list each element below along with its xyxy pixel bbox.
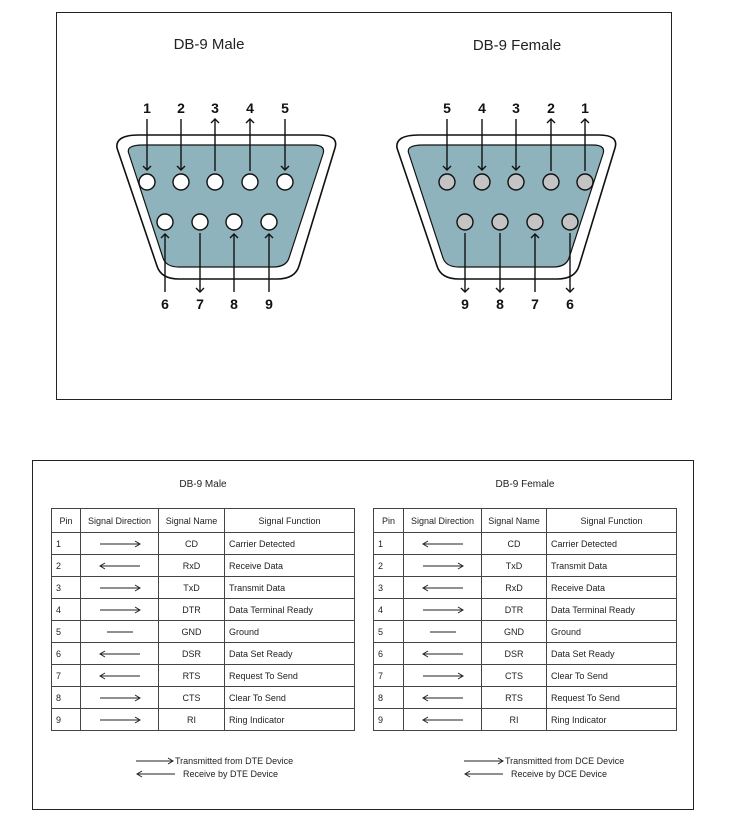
- pin-hole: [543, 174, 559, 190]
- pin-hole: [492, 214, 508, 230]
- left-arrow-icon: [81, 555, 159, 577]
- pin-number-label: 2: [547, 100, 555, 116]
- pin-number-label: 6: [161, 296, 169, 312]
- pin-hole: [527, 214, 543, 230]
- pin-number-label: 4: [478, 100, 486, 116]
- signal-name-cell: RI: [482, 709, 547, 731]
- table-row: [52, 599, 355, 621]
- signal-function-cell: Data Set Ready: [225, 643, 355, 665]
- signal-function-cell: Data Terminal Ready: [225, 599, 355, 621]
- pin-cell: 2: [52, 555, 81, 577]
- signal-function-cell: Data Terminal Ready: [547, 599, 677, 621]
- pin-hole: [261, 214, 277, 230]
- signal-function-cell: Data Set Ready: [547, 643, 677, 665]
- male-table-title: DB-9 Male: [179, 479, 227, 490]
- signal-name-header: Signal Name: [482, 509, 547, 533]
- left-arrow-icon: [81, 665, 159, 687]
- pin-cell: 1: [52, 533, 81, 555]
- left-arrow-icon: [404, 643, 482, 665]
- table-header-row: [52, 509, 355, 533]
- table-row: [374, 533, 677, 555]
- right-arrow-icon: [81, 599, 159, 621]
- pin-number-label: 9: [461, 296, 469, 312]
- pin-hole: [192, 214, 208, 230]
- connector-diagram-panel: [56, 12, 672, 400]
- table-row: [374, 687, 677, 709]
- table-row: [374, 643, 677, 665]
- right-arrow-icon: [81, 709, 159, 731]
- signal-function-cell: Transmit Data: [225, 577, 355, 599]
- pin-cell: 7: [374, 665, 404, 687]
- table-row: [374, 599, 677, 621]
- pin-number-label: 9: [265, 296, 273, 312]
- signal-direction-header: Signal Direction: [404, 509, 482, 533]
- left-arrow-icon: [404, 687, 482, 709]
- pin-cell: 3: [52, 577, 81, 599]
- signal-name-cell: CD: [482, 533, 547, 555]
- left-arrow-icon: [81, 643, 159, 665]
- signal-function-cell: Receive Data: [547, 577, 677, 599]
- signal-direction-header: Signal Direction: [81, 509, 159, 533]
- pin-cell: 8: [374, 687, 404, 709]
- pin-number-label: 4: [246, 100, 254, 116]
- left-arrow-icon: [404, 577, 482, 599]
- table-row: [374, 621, 677, 643]
- signal-name-cell: RTS: [159, 665, 225, 687]
- right-arrow-icon: [81, 577, 159, 599]
- signal-name-cell: GND: [159, 621, 225, 643]
- pin-hole: [242, 174, 258, 190]
- connector-diagram: [57, 13, 673, 401]
- signal-function-cell: Carrier Detected: [225, 533, 355, 555]
- table-header-row: [374, 509, 677, 533]
- right-arrow-icon: [404, 665, 482, 687]
- female-table-title: DB-9 Female: [495, 479, 555, 490]
- pin-hole: [439, 174, 455, 190]
- signal-function-cell: Ground: [547, 621, 677, 643]
- signal-function-cell: Clear To Send: [547, 665, 677, 687]
- signal-name-cell: CTS: [482, 665, 547, 687]
- pin-number-label: 1: [581, 100, 589, 116]
- pin-hole: [457, 214, 473, 230]
- table-row: [52, 643, 355, 665]
- pin-header: Pin: [374, 509, 404, 533]
- left-arrow-icon: [463, 770, 511, 778]
- signal-name-cell: RxD: [482, 577, 547, 599]
- pin-cell: 9: [52, 709, 81, 731]
- legend-transmit: [463, 756, 624, 766]
- signal-name-cell: RTS: [482, 687, 547, 709]
- signal-function-header: Signal Function: [547, 509, 677, 533]
- female-connector-title: DB-9 Female: [472, 37, 562, 54]
- signal-name-cell: DSR: [159, 643, 225, 665]
- pin-number-label: 6: [566, 296, 574, 312]
- signal-function-cell: Ring Indicator: [547, 709, 677, 731]
- table-row: [374, 577, 677, 599]
- table-row: [374, 665, 677, 687]
- pin-cell: 1: [374, 533, 404, 555]
- table-row: [374, 709, 677, 731]
- pin-cell: 4: [374, 599, 404, 621]
- pin-cell: 5: [52, 621, 81, 643]
- female-connector: [397, 100, 616, 312]
- pin-cell: 3: [374, 577, 404, 599]
- signal-name-cell: CD: [159, 533, 225, 555]
- pin-hole: [139, 174, 155, 190]
- table-row: [52, 533, 355, 555]
- dash-icon: [81, 621, 159, 643]
- signal-function-cell: Ring Indicator: [225, 709, 355, 731]
- signal-name-cell: RxD: [159, 555, 225, 577]
- right-arrow-icon: [81, 687, 159, 709]
- pin-number-label: 8: [496, 296, 504, 312]
- table-row: [52, 555, 355, 577]
- signal-function-cell: Carrier Detected: [547, 533, 677, 555]
- right-arrow-icon: [463, 757, 505, 765]
- pin-cell: 9: [374, 709, 404, 731]
- pin-hole: [173, 174, 189, 190]
- signal-name-cell: DTR: [159, 599, 225, 621]
- pinout-tables-panel: [32, 460, 694, 810]
- signal-function-cell: Transmit Data: [547, 555, 677, 577]
- pin-number-label: 3: [211, 100, 219, 116]
- pin-number-label: 5: [281, 100, 289, 116]
- legend-transmit: [135, 756, 293, 766]
- male-connector-title: DB-9 Male: [173, 36, 245, 53]
- pin-header: Pin: [52, 509, 81, 533]
- signal-name-cell: GND: [482, 621, 547, 643]
- pin-hole: [277, 174, 293, 190]
- right-arrow-icon: [81, 533, 159, 555]
- legend-transmit-label: Transmitted from DCE Device: [505, 756, 625, 766]
- pin-number-label: 1: [143, 100, 151, 116]
- pin-hole: [508, 174, 524, 190]
- table-row: [52, 665, 355, 687]
- pin-hole: [207, 174, 223, 190]
- pin-hole: [226, 214, 242, 230]
- pin-number-label: 7: [531, 296, 539, 312]
- signal-function-cell: Receive Data: [225, 555, 355, 577]
- signal-function-cell: Clear To Send: [225, 687, 355, 709]
- pin-cell: 4: [52, 599, 81, 621]
- signal-function-cell: Request To Send: [547, 687, 677, 709]
- male-pinout-table: [51, 508, 355, 731]
- pin-cell: 6: [374, 643, 404, 665]
- pin-cell: 7: [52, 665, 81, 687]
- table-row: [52, 577, 355, 599]
- pin-hole: [474, 174, 490, 190]
- signal-function-header: Signal Function: [225, 509, 355, 533]
- pin-number-label: 5: [443, 100, 451, 116]
- signal-function-cell: Ground: [225, 621, 355, 643]
- signal-function-cell: Request To Send: [225, 665, 355, 687]
- signal-name-header: Signal Name: [159, 509, 225, 533]
- signal-name-cell: TxD: [159, 577, 225, 599]
- table-row: [374, 555, 677, 577]
- pin-number-label: 3: [512, 100, 520, 116]
- pin-number-label: 2: [177, 100, 185, 116]
- table-row: [52, 709, 355, 731]
- right-arrow-icon: [404, 599, 482, 621]
- left-arrow-icon: [135, 770, 183, 778]
- table-row: [52, 687, 355, 709]
- female-pinout-table: [373, 508, 677, 731]
- signal-name-cell: DSR: [482, 643, 547, 665]
- pin-hole: [577, 174, 593, 190]
- table-row: [52, 621, 355, 643]
- right-arrow-icon: [404, 555, 482, 577]
- legend-receive-label: Receive by DCE Device: [511, 769, 608, 779]
- pin-number-label: 8: [230, 296, 238, 312]
- pin-hole: [157, 214, 173, 230]
- left-arrow-icon: [404, 533, 482, 555]
- legend-receive: [463, 769, 607, 779]
- signal-name-cell: DTR: [482, 599, 547, 621]
- signal-name-cell: CTS: [159, 687, 225, 709]
- male-connector: [117, 100, 336, 312]
- pin-number-label: 7: [196, 296, 204, 312]
- pin-cell: 5: [374, 621, 404, 643]
- legend-transmit-label: Transmitted from DTE Device: [175, 756, 294, 766]
- pin-hole: [562, 214, 578, 230]
- signal-name-cell: TxD: [482, 555, 547, 577]
- legend-receive-label: Receive by DTE Device: [183, 769, 279, 779]
- legend-receive: [135, 769, 278, 779]
- dash-icon: [404, 621, 482, 643]
- left-arrow-icon: [404, 709, 482, 731]
- pin-cell: 6: [52, 643, 81, 665]
- pin-cell: 2: [374, 555, 404, 577]
- signal-name-cell: RI: [159, 709, 225, 731]
- pin-cell: 8: [52, 687, 81, 709]
- right-arrow-icon: [135, 757, 175, 765]
